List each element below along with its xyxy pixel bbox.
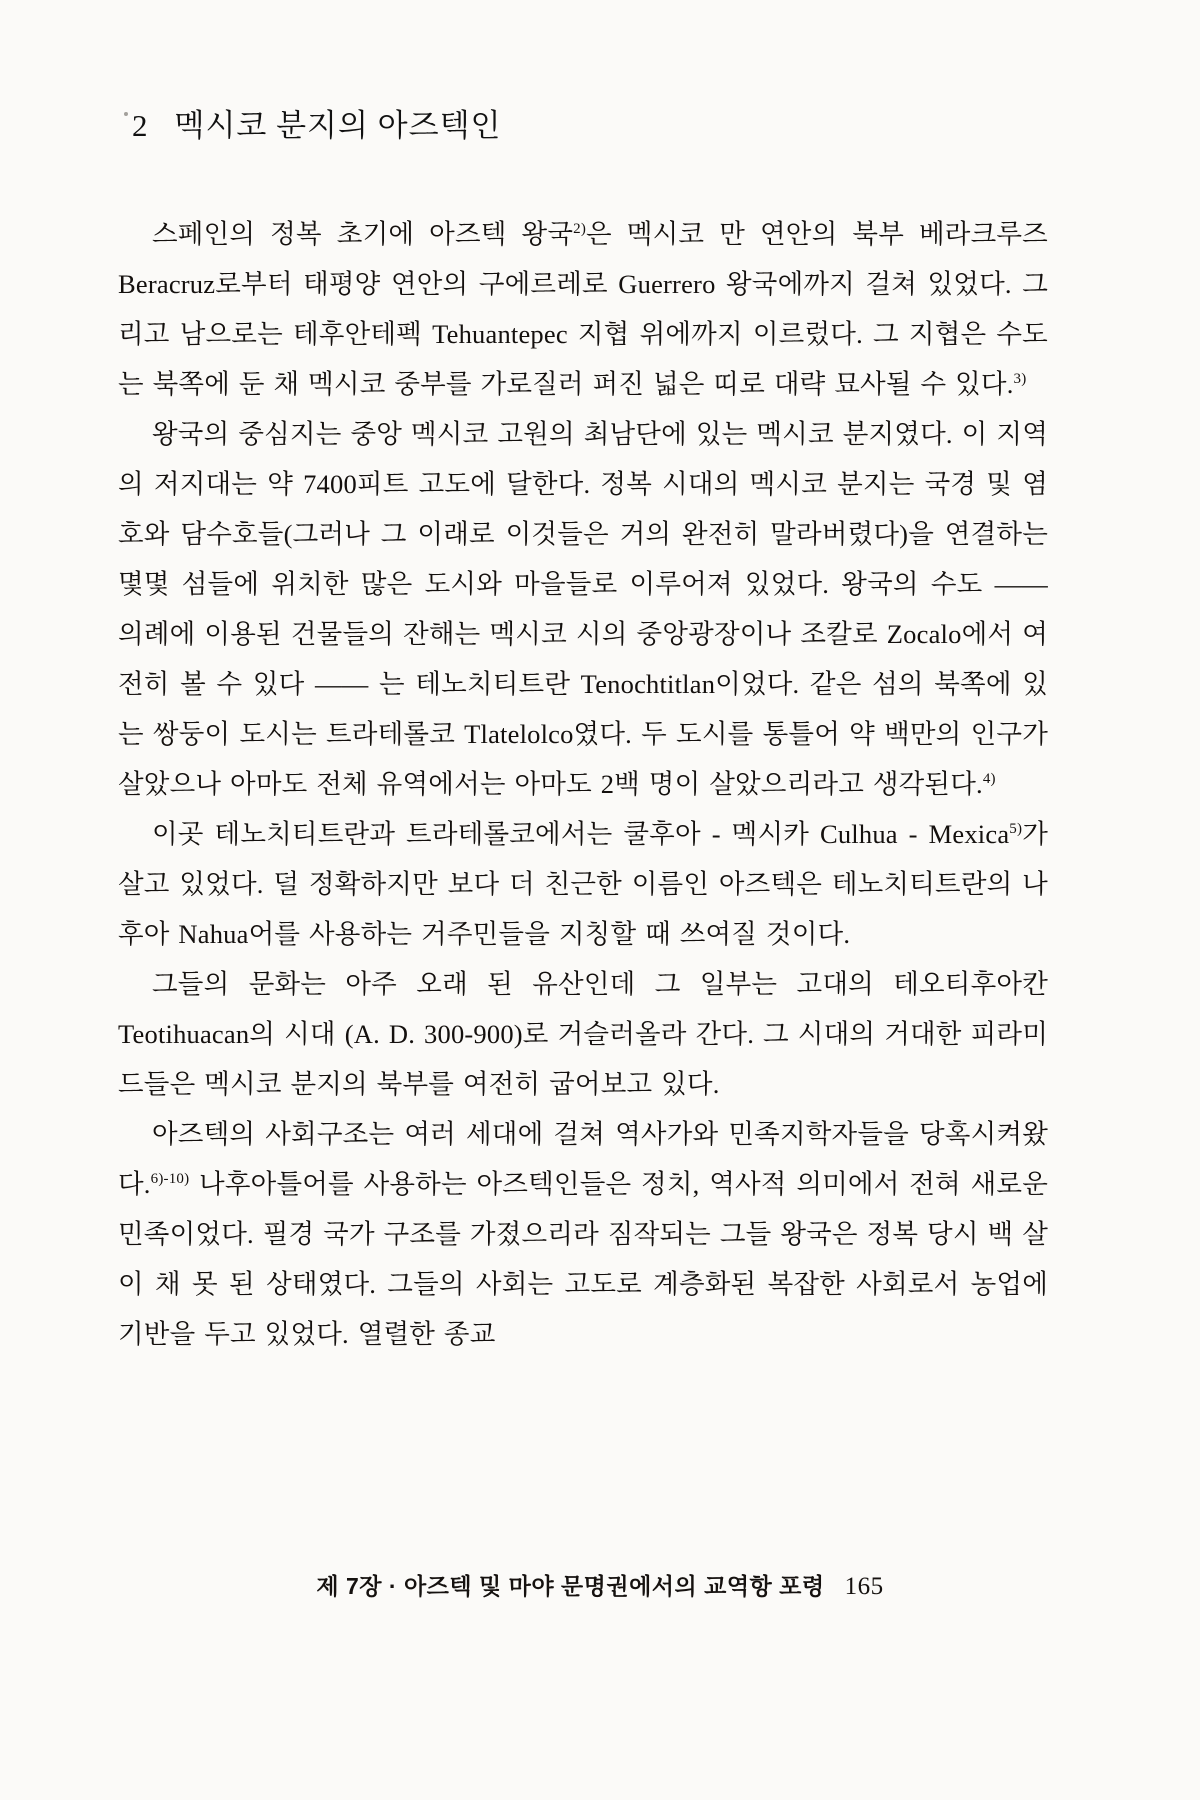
paragraph-2: 왕국의 중심지는 중앙 멕시코 고원의 최남단에 있는 멕시코 분지였다. 이 지역의 저지대는 약 7400피트 고도에 달한다. 정복 시대의 멕시코 분지는 국경 및 염호와 담수호들(그러나 그 이래로 이것들은 거의 완전히 말라버렸다)을 연결하는 몇몇 섬들에 위치한 많은 도시와 마을들로 이루어져 있었다. 왕국의 수도 —— 의례에 이용된 건물들의 잔해는 멕시코 시의 중앙광장이나 조칼로 Zocalo에서 여전히 볼 수 있다 —— 는 테노치티트란 Tenochtitlan이었다. 같은 섬의 북쪽에 있는 쌍둥이 도시는 트라테롤코 Tlatelolco였다. 두 도시를 통틀어 약 백만의 인구가 살았으나 아마도 전체 유역에서는 아마도 2백 명이 살았으리라고 생각된다.$^{4)}$ — [118, 419, 1048, 799]
paragraph-5: 아즈텍의 사회구조는 여러 세대에 걸쳐 역사가와 민족지학자들을 당혹시켜왔다.$^{6)-10)}$ 나후아틀어를 사용하는 아즈텍인들은 정치, 역사적 의미에서 전혀 새로운 민족이었다. 필경 국가 구조를 가졌으리라 짐작되는 그들 왕국은 정복 당시 백 살이 채 못 된 상태였다. 그들의 사회는 고도로 계층화된 복잡한 사회로서 농업에 기반을 두고 있었다. 열렬한 종교 — [118, 1119, 1048, 1349]
page-number: 165 — [844, 1573, 884, 1600]
paragraph-4: 그들의 문화는 아주 오래 된 유산인데 그 일부는 고대의 테오티후아칸Teotihuacan의 시대 (A. D. 300-900)로 거슬러올라 간다. 그 시대의 거대한 피라미드들은 멕시코 분지의 북부를 여전히 굽어보고 있다. — [118, 969, 1048, 1099]
paragraph-3: 이곳 테노치티트란과 트라테롤코에서는 쿨후아 - 멕시카 Culhua - Mexica$^{5)}$가 살고 있었다. 덜 정확하지만 보다 더 친근한 이름인 아즈텍은 테노치티트란의 나후아 Nahua어를 사용하는 거주민들을 지칭할 때 쓰여질 것이다. — [118, 819, 1048, 949]
footer-running-title: 제 7장 · 아즈텍 및 마야 문명권에서의 교역항 포령 — [316, 1573, 825, 1599]
page-footer — [0, 1568, 1200, 1601]
chapter-number: 2 — [132, 108, 149, 143]
chapter-title: 멕시코 분지의 아즈텍인 — [174, 108, 502, 143]
page-content — [118, 100, 1048, 1359]
paragraph-1: 스페인의 정복 초기에 아즈텍 왕국$^{2)}$은 멕시코 만 연안의 북부 베라크루즈 Beracruz로부터 태평양 연안의 구에르레로 Guerrero 왕국에까지 걸쳐 있었다. 그리고 남으로는 테후안테펙 Tehuantepec 지협 위에까지 이르렀다. 그 지협은 수도는 북쪽에 둔 채 멕시코 중부를 가로질러 퍼진 넓은 띠로 대략 묘사될 수 있다.$^{3)}$ — [118, 219, 1048, 399]
chapter-heading — [132, 100, 1048, 145]
